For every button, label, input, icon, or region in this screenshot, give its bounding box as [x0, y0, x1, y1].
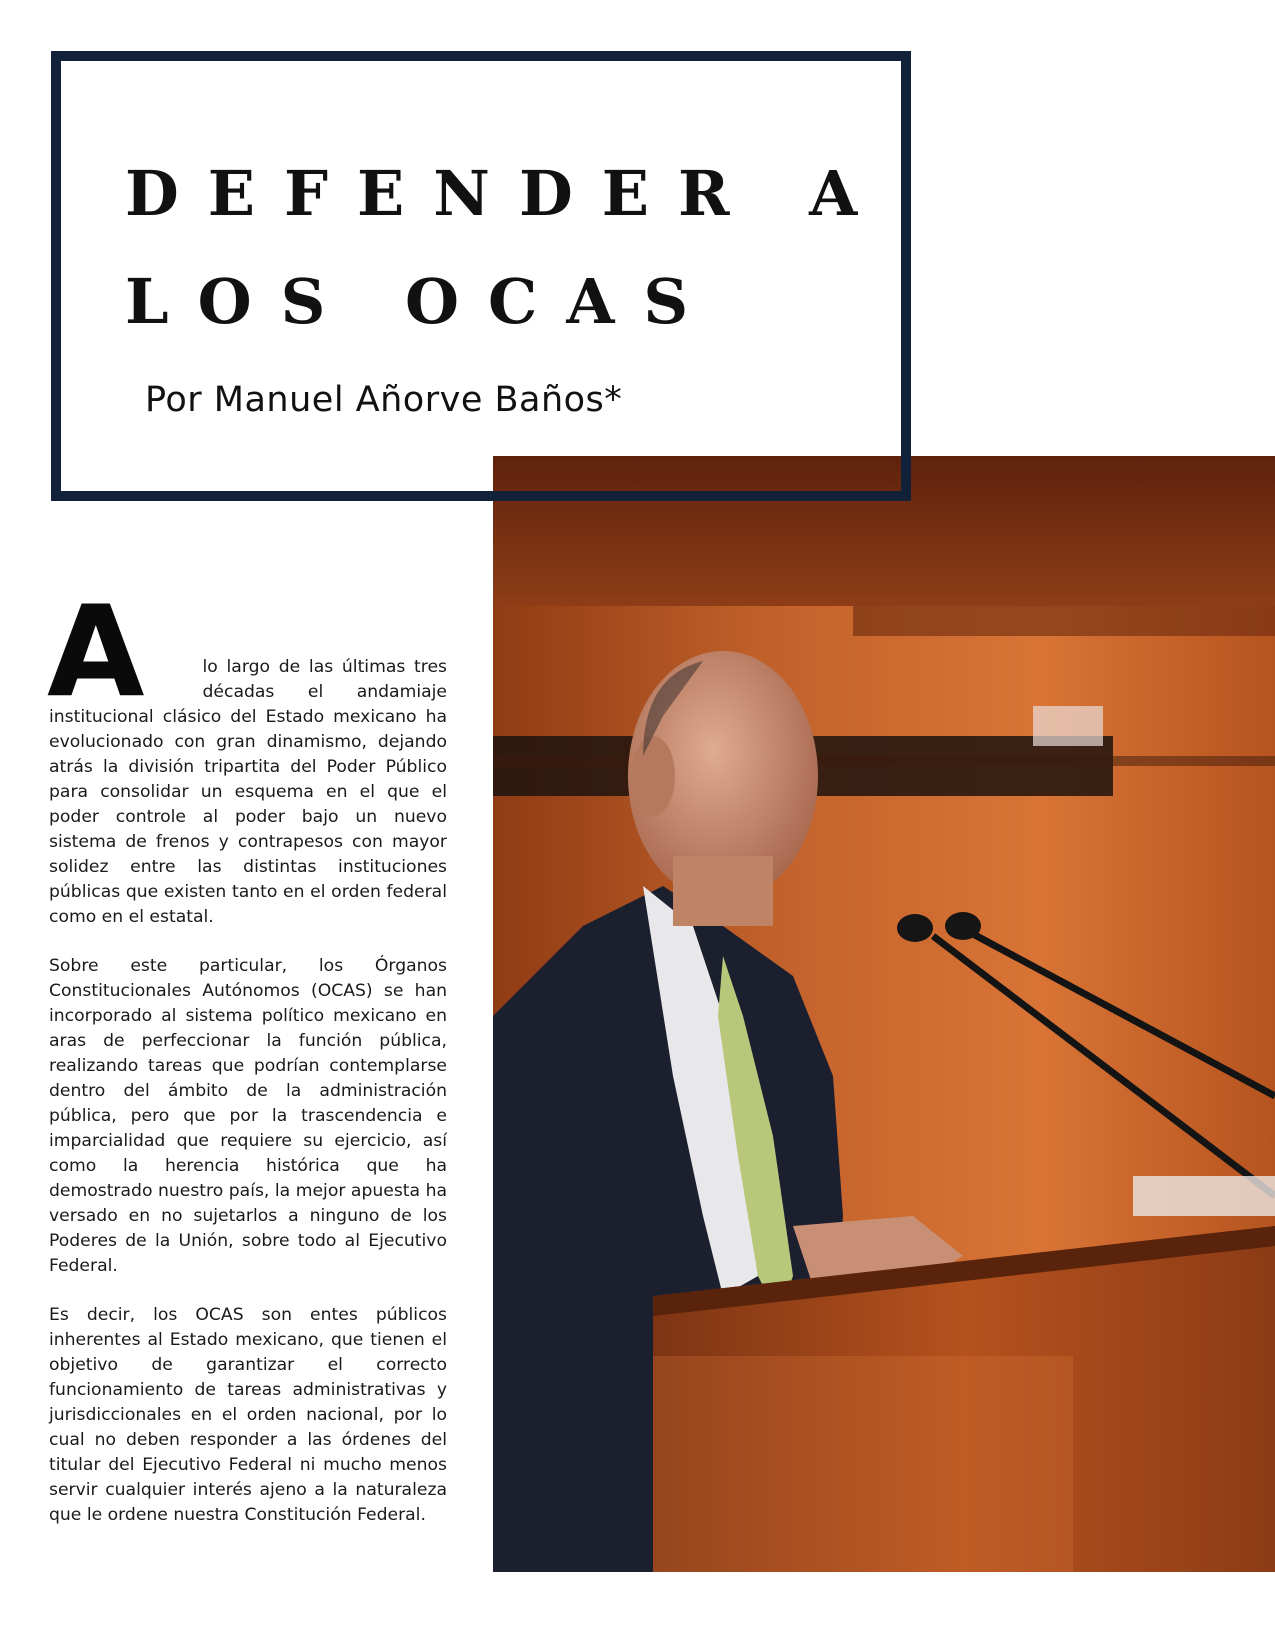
paragraph-3: Es decir, los OCAS son entes públicos inherentes al Estado mexicano, que tienen el objetivo de garantizar el correcto funcionamiento de tareas administrativas y jurisdiccionales en el orden nacional, por lo cual no deben responder a las órdenes del titular del Ejecutivo Federal ni mucho menos servir cualquier interés ajeno a la naturaleza que le ordene nuestra Constitución Federal.: [49, 1305, 447, 1525]
speaker-photo: [493, 456, 1275, 1572]
drop-cap: A: [47, 578, 145, 725]
paragraph-1: [47, 578, 447, 930]
article-body: [47, 578, 447, 1552]
speaker-photo-illustration: [493, 456, 1275, 1572]
title-line-1: DEFENDER A: [125, 157, 887, 230]
paragraph-1-text: lo largo de las últimas tres décadas el andamiaje institucional clásico del Estado mexicano ha evolucionado con gran dinamismo, dejando atrás la división tripartita del Poder Público para consolidar un esquema en el que el poder controle al poder bajo un nuevo sistema de frenos y contrapesos con mayor solidez entre las distintas instituciones públicas que existen tanto en el orden federal como en el estatal.: [49, 657, 447, 927]
author-byline: Por Manuel Añorve Baños*: [145, 380, 623, 420]
title-line-2: LOS OCAS: [125, 265, 718, 338]
paragraph-2: Sobre este particular, los Órganos Constitucionales Autónomos (OCAS) se han incorporado al sistema político mexicano en aras de perfeccionar la función pública, realizando tareas que podrían contemplarse dentro del ámbito de la administración pública, pero que por la trascendencia e imparcialidad que requiere su ejercicio, así como la herencia histórica que ha demostrado nuestro país, la mejor apuesta ha versado en no sujetarlos a ninguno de los Poderes de la Unión, sobre todo al Ejecutivo Federal.: [49, 956, 447, 1276]
article-title: [125, 140, 886, 356]
